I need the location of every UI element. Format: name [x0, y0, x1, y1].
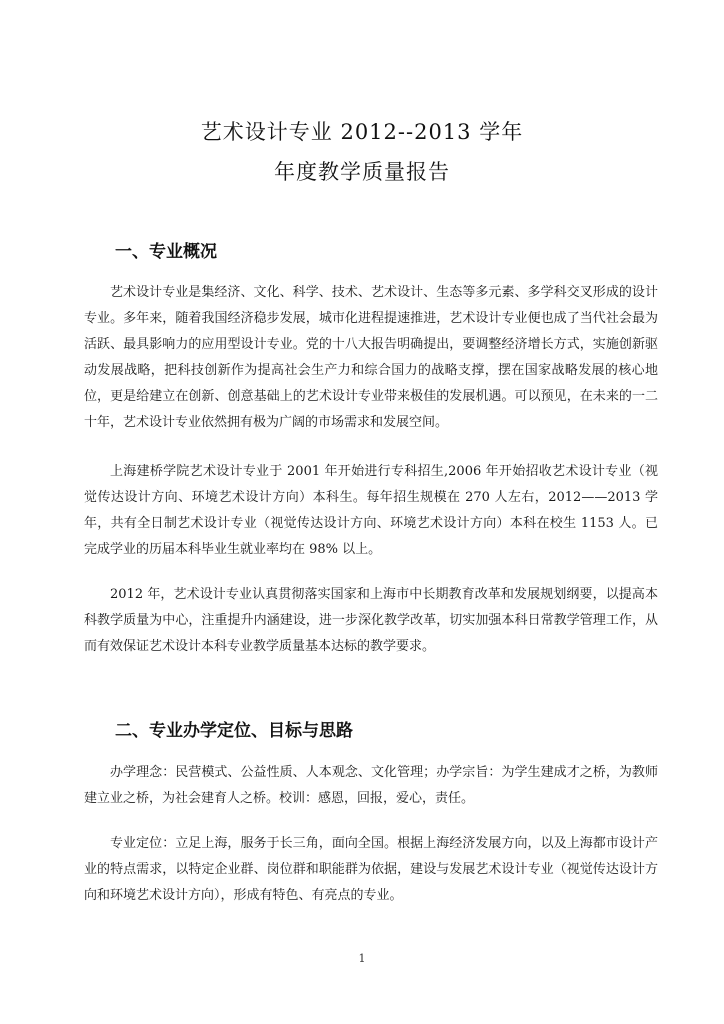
paragraph: 办学理念：民营模式、公益性质、人本观念、文化管理；办学宗旨：为学生建成才之桥，为教师建立业之桥，为社会建育人之桥。校训：感恩，回报，爱心，责任。: [84, 765, 658, 806]
document-subtitle: 年度教学质量报告: [274, 160, 450, 184]
paragraph: 艺术设计专业是集经济、文化、科学、技术、艺术设计、生态等多元素、多学科交叉形成的设计专业。多年来，随着我国经济稳步发展，城市化进程提速推进，艺术设计专业便也成了当代社会最为活跃、最具影响力的应用型设计专业。党的十八大报告明确提出，要调整经济增长方式，实施创新驱动发展战略，把科技创新作为提高社会生产力和综合国力的战略支撑，摆在国家战略发展的核心地位，更是给建立在创新、创意基础上的艺术设计专业带来极佳的发展机遇。可以预见，在未来的一二十年，艺术设计专业依然拥有极为广阔的市场需求和发展空间。: [84, 285, 658, 430]
paragraph: 上海建桥学院艺术设计专业于 2001 年开始进行专科招生,2006 年开始招收艺术设计专业（视觉传达设计方向、环境艺术设计方向）本科生。每年招生规模在 270 人左右，2012——2013 学年，共有全日制艺术设计专业（视觉传达设计方向、环境艺术设计方向）本科在校生 1153 人。已完成学业的历届本科毕业生就业率均在 98% 以上。: [84, 464, 658, 557]
paragraph: 2012 年，艺术设计专业认真贯彻落实国家和上海市中长期教育改革和发展规划纲要，以提高本科教学质量为中心，注重提升内涵建设，进一步深化教学改革，切实加强本科日常教学管理工作，从而有效保证艺术设计本科专业教学质量基本达标的教学要求。: [84, 587, 658, 654]
section-heading-positioning: 二、专业办学定位、目标与思路: [115, 721, 353, 741]
paragraph: 专业定位：立足上海，服务于长三角，面向全国。根据上海经济发展方向，以及上海都市设计产业的特点需求，以特定企业群、岗位群和职能群为依据，建设与发展艺术设计专业（视觉传达设计方向和环境艺术设计方向），形成有特色、有亮点的专业。: [84, 836, 658, 903]
page-number: 1: [358, 952, 366, 965]
document-title: 艺术设计专业 2012--2013 学年: [200, 120, 524, 144]
section-heading-overview: 一、专业概况: [115, 242, 217, 262]
